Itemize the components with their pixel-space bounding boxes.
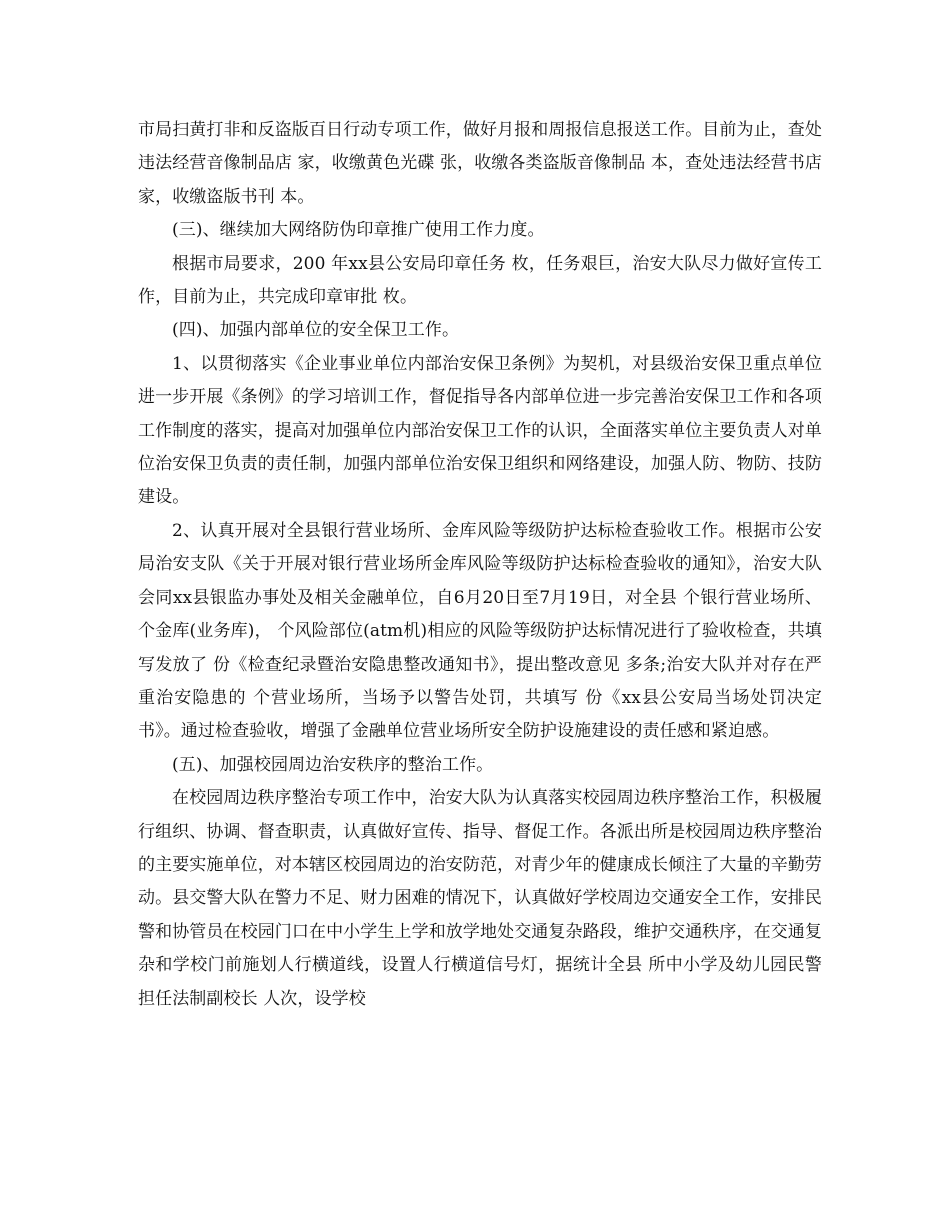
section-heading-4: (四)、加强内部单位的安全保卫工作。 <box>172 320 460 341</box>
document-body <box>138 114 822 1016</box>
paragraph-continuation: 市局扫黄打非和反盗版百日行动专项工作，做好月报和周报信息报送工作。目前为止，查处违法经营音像制品店 家，收缴黄色光碟 张，收缴各类盗版音像制品 本，查处违法经营书店 家，收缴盗版书刊 本。 <box>138 120 822 207</box>
section-heading-5: (五)、加强校园周边治安秩序的整治工作。 <box>172 754 494 775</box>
paragraph-campus-safety: 在校园周边秩序整治专项工作中，治安大队为认真落实校园周边秩序整治工作，积极履行组织、协调、督查职责，认真做好宣传、指导、督促工作。各派出所是校园周边秩序整治的主要实施单位，对本辖区校园周边的治安防范，对青少年的健康成长倾注了大量的辛勤劳动。县交警大队在警力不足、财力困难的情况下，认真做好学校周边交通安全工作，安排民警和协管员在校园门口在中小学生上学和放学地处交通复杂路段，维护交通秩序，在交通复杂和学校门前施划人行横道线，设置人行横道信号灯，据统计全县 所中小学及幼儿园民警担任法制副校长 人次，设学校 <box>138 788 822 1009</box>
paragraph-seal-task: 根据市局要求，200 年xx县公安局印章任务 枚，任务艰巨，治安大队尽力做好宣传工作，目前为止，共完成印章审批 枚。 <box>138 253 822 308</box>
section-heading-3: (三)、继续加大网络防伪印章推广使用工作力度。 <box>172 220 545 241</box>
paragraph-item-2: 2、认真开展对全县银行营业场所、金库风险等级防护达标检查验收工作。根据市公安局治安支队《关于开展对银行营业场所金库风险等级防护达标检查验收的通知》，治安大队会同xx县银监办事处及相关金融单位，自6月20日至7月19日，对全县 个银行营业场所、 个金库(业务库)， 个风险部位(atm机)相应的风险等级防护达标情况进行了验收检查，共填写发放了 份《检查纪录暨治安隐患整改通知书》，提出整改意见 多条;治安大队并对存在严重治安隐患的 个营业场所，当场予以警告处罚，共填写 份《xx县公安局当场处罚决定书》。通过检查验收，增强了金融单位营业场所安全防护设施建设的责任感和紧迫感。 <box>138 520 822 742</box>
paragraph-item-1: 1、以贯彻落实《企业事业单位内部治安保卫条例》为契机，对县级治安保卫重点单位进一步开展《条例》的学习培训工作，督促指导各内部单位进一步完善治安保卫工作和各项工作制度的落实，提高对加强单位内部治安保卫工作的认识，全面落实单位主要负责人对单位治安保卫负责的责任制，加强内部单位治安保卫组织和网络建设，加强人防、物防、技防建设。 <box>138 353 822 508</box>
